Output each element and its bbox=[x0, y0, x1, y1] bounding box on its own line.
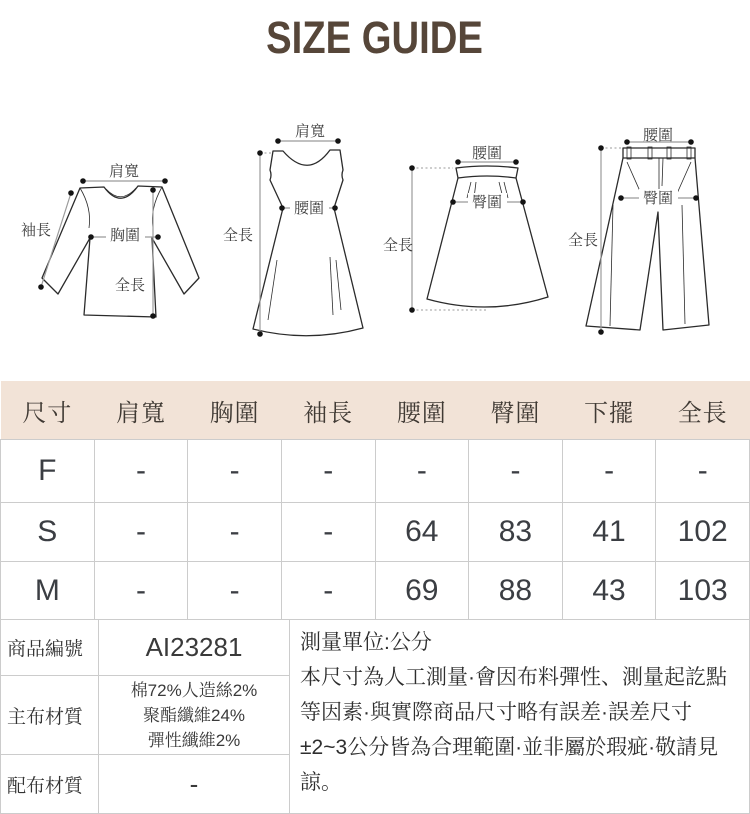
product-info-value: AI23281 bbox=[99, 620, 290, 676]
value-cell: 64 bbox=[375, 503, 469, 562]
size-guide-page bbox=[0, 12, 750, 814]
product-info-label: 商品編號 bbox=[0, 620, 99, 676]
fabric-line: 彈性纖維2% bbox=[147, 730, 241, 750]
shoulder-width-label: 肩寬 bbox=[294, 123, 326, 140]
value-cell: - bbox=[281, 440, 375, 503]
column-header: 全長 bbox=[656, 381, 750, 440]
table-row bbox=[1, 440, 750, 503]
size-cell: M bbox=[1, 562, 95, 620]
size-table bbox=[0, 381, 750, 620]
product-info-section bbox=[0, 620, 750, 814]
table-row bbox=[1, 562, 750, 620]
column-header: 腰圍 bbox=[375, 381, 469, 440]
product-info-value: - bbox=[99, 755, 290, 814]
shirt-outline bbox=[42, 186, 199, 317]
value-cell: - bbox=[188, 562, 282, 620]
hip-label: 臀圍 bbox=[471, 194, 503, 211]
hip-label: 臀圍 bbox=[642, 190, 674, 207]
value-cell: - bbox=[94, 440, 188, 503]
measurement-notes bbox=[290, 620, 750, 814]
value-cell: 103 bbox=[656, 562, 750, 620]
waist-label: 腰圍 bbox=[642, 127, 674, 144]
shoulder-width-label: 肩寬 bbox=[108, 163, 140, 180]
skirt-diagram bbox=[383, 140, 558, 320]
column-header: 下擺 bbox=[562, 381, 656, 440]
total-length-label: 全長 bbox=[567, 232, 599, 249]
value-cell: - bbox=[562, 440, 656, 503]
size-table-header bbox=[1, 381, 750, 440]
total-length-label: 全長 bbox=[114, 277, 146, 294]
skirt-outline bbox=[456, 166, 518, 178]
pants-outline bbox=[586, 158, 709, 330]
column-header: 袖長 bbox=[281, 381, 375, 440]
waist-label: 腰圍 bbox=[471, 145, 503, 162]
value-cell: 41 bbox=[562, 503, 656, 562]
column-header: 肩寬 bbox=[94, 381, 188, 440]
disclaimer-text: 本尺寸為人工測量·會因布料彈性、測量起訖點等因素·與實際商品尺寸略有誤差·誤差尺寸±2~3公分皆為合理範圍·並非屬於瑕疵·敬請見諒。 bbox=[300, 666, 727, 794]
value-cell: 88 bbox=[469, 562, 563, 620]
value-cell: 83 bbox=[469, 503, 563, 562]
long-sleeve-top-diagram bbox=[18, 110, 203, 340]
column-header: 臀圍 bbox=[469, 381, 563, 440]
value-cell: - bbox=[469, 440, 563, 503]
pants-diagram bbox=[563, 110, 748, 340]
measure-unit-text: 測量單位:公分 bbox=[300, 631, 432, 654]
value-cell: - bbox=[375, 440, 469, 503]
size-cell: F bbox=[1, 440, 95, 503]
column-header: 胸圍 bbox=[188, 381, 282, 440]
measurement-diagrams bbox=[0, 62, 750, 381]
waistband bbox=[623, 148, 695, 158]
product-info-label: 配布材質 bbox=[0, 755, 99, 814]
value-cell: - bbox=[656, 440, 750, 503]
value-cell: 102 bbox=[656, 503, 750, 562]
table-row bbox=[1, 503, 750, 562]
value-cell: - bbox=[94, 503, 188, 562]
total-length-label: 全長 bbox=[222, 227, 254, 244]
waist-label: 腰圍 bbox=[293, 200, 325, 217]
sleeveless-dress-diagram bbox=[215, 110, 380, 345]
total-length-label: 全長 bbox=[382, 237, 414, 254]
value-cell: - bbox=[94, 562, 188, 620]
bust-label: 胸圍 bbox=[109, 227, 141, 244]
product-info-table bbox=[0, 620, 290, 814]
sleeve-length-label: 袖長 bbox=[20, 222, 52, 239]
product-info-label: 主布材質 bbox=[0, 676, 99, 755]
value-cell: 69 bbox=[375, 562, 469, 620]
fabric-line: 聚酯纖維24% bbox=[142, 705, 246, 725]
value-cell: - bbox=[281, 503, 375, 562]
fabric-line: 棉72%人造絲2% bbox=[130, 680, 258, 700]
page-title: SIZE GUIDE bbox=[266, 12, 484, 63]
column-header: 尺寸 bbox=[1, 381, 95, 440]
value-cell: - bbox=[188, 503, 282, 562]
value-cell: - bbox=[281, 562, 375, 620]
size-cell: S bbox=[1, 503, 95, 562]
value-cell: 43 bbox=[562, 562, 656, 620]
product-info-value bbox=[99, 676, 290, 755]
value-cell: - bbox=[188, 440, 282, 503]
